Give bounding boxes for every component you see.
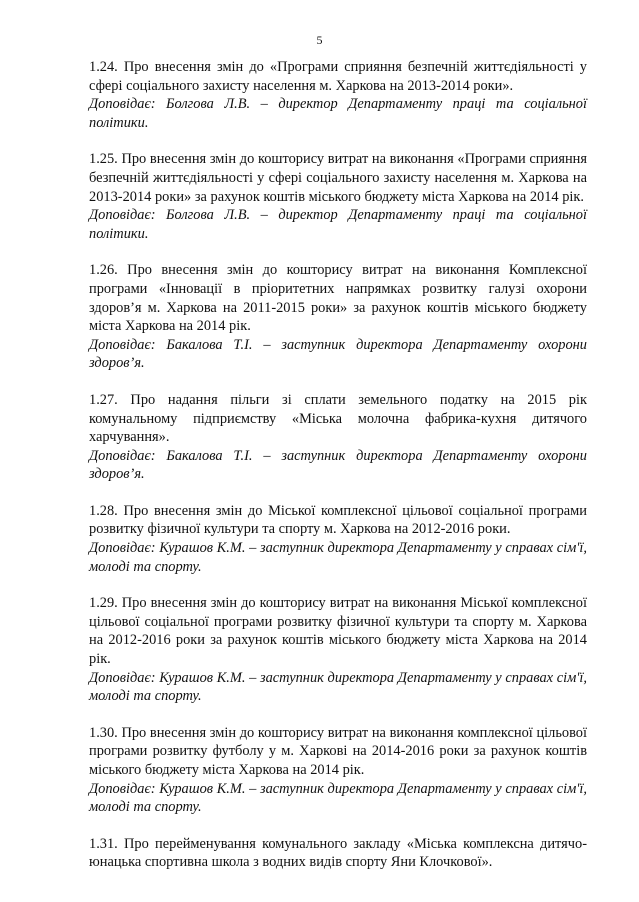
agenda-item-title: 1.27. Про надання пільги зі сплати земельного податку на 2015 рік комунальному підприємству «Міська молочна фабрика-кухня дитячого харчування».	[89, 391, 587, 446]
agenda-item-1-26	[89, 261, 587, 373]
agenda-item-title: 1.31. Про перейменування комунального закладу «Міська комплексна дитячо-юнацька спортивна школа з водних видів спорту Яни Клочкової».	[89, 835, 587, 871]
agenda-item-1-29	[89, 594, 587, 706]
agenda-item-title: 1.29. Про внесення змін до кошторису витрат на виконання Міської комплексної цільової соціальної програми розвитку фізичної культури та спорту м. Харкова на 2012-2016 роки за рахунок коштів міського бюджету міста Харкова на 2014 рік.	[89, 595, 587, 668]
agenda-item-reporter: Доповідає: Курашов К.М. – заступник директора Департаменту у справах сім'ї, молоді та спорту.	[89, 669, 587, 705]
agenda-item-1-27	[89, 391, 587, 484]
page-number: 5	[316, 33, 323, 47]
agenda-item-reporter: Доповідає: Курашов К.М. – заступник директора Департаменту у справах сім'ї, молоді та спорту.	[89, 780, 587, 816]
agenda-item-reporter: Доповідає: Курашов К.М. – заступник директора Департаменту у справах сім'ї, молоді та спорту.	[89, 540, 587, 575]
agenda-item-title: 1.28. Про внесення змін до Міської комплексної цільової соціальної програми розвитку фізичної культури та спорту м. Харкова на 2012-2016 роки.	[89, 502, 587, 538]
agenda-item-reporter: Доповідає: Болгова Л.В. – директор Департаменту праці та соціальної політики.	[89, 207, 587, 242]
agenda-item-reporter: Доповідає: Бакалова Т.І. – заступник директора Департаменту охорони здоров’я.	[89, 336, 587, 372]
agenda-item-title: 1.26. Про внесення змін до кошторису витрат на виконання Комплексної програми «Інновації в пріоритетних напрямках розвитку галузі охорони здоров’я м. Харкова на 2011-2015 роки» за рахунок коштів міського бюджету міста Харкова на 2014 рік.	[89, 262, 587, 335]
agenda-item-1-31	[89, 835, 587, 872]
agenda-item-reporter: Доповідає: Болгова Л.В. – директор Департаменту праці та соціальної політики.	[89, 96, 587, 131]
agenda-item-reporter: Доповідає: Бакалова Т.І. – заступник директора Департаменту охорони здоров’я.	[89, 447, 587, 483]
agenda-item-1-28	[89, 502, 587, 576]
agenda-item-title: 1.25. Про внесення змін до кошторису витрат на виконання «Програми сприяння безпечній життєдіяльності у сфері соціального захисту населення м. Харкова на 2013-2014 роки» за рахунок коштів міського бюджету міста Харкова на 2014 рік.	[89, 151, 587, 205]
agenda-item-title: 1.24. Про внесення змін до «Програми сприяння безпечній життєдіяльності у сфері соціального захисту населення м. Харкова на 2013-2014 роки».	[89, 59, 587, 94]
agenda-item-1-30	[89, 724, 587, 817]
agenda-list	[89, 58, 587, 890]
agenda-item-title: 1.30. Про внесення змін до кошторису витрат на виконання комплексної цільової програми розвитку футболу у м. Харкові на 2014-2016 роки за рахунок коштів міського бюджету міста Харкова на 2014 рік.	[89, 724, 587, 778]
agenda-item-1-25	[89, 150, 587, 243]
agenda-item-1-24	[89, 58, 587, 132]
